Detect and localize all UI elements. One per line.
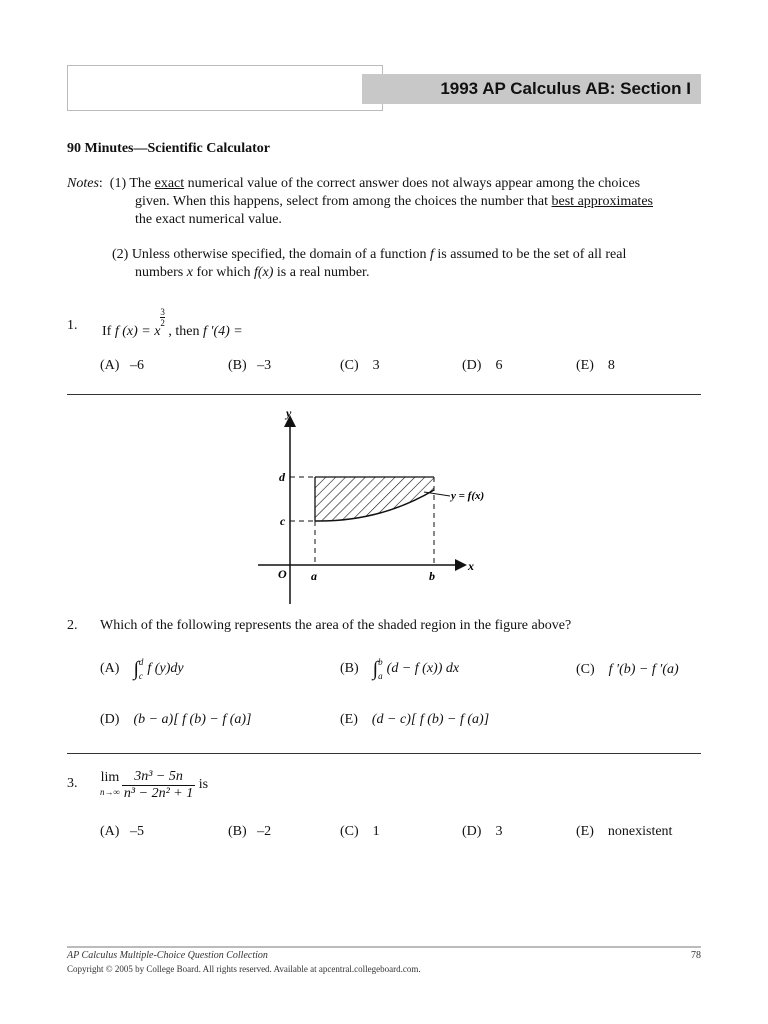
q3-is: is <box>198 777 209 792</box>
q2-a-upper: d <box>138 657 144 667</box>
q3-choice-b-label: (B) <box>228 824 247 839</box>
q2-number: 2. <box>67 618 78 633</box>
q2-text: Which of the following represents the area of the shaded region in the figure above? <box>100 618 572 633</box>
q2-b-lower: a <box>378 671 383 681</box>
q2-choice-a-value: f (y)dy <box>147 661 184 676</box>
q1-choice-a-value: –6 <box>129 358 144 373</box>
origin-label: O <box>278 567 287 581</box>
q1-choice-d-label: (D) <box>462 358 482 373</box>
notes-label: Notes <box>67 176 99 191</box>
q3-choice-b[interactable] <box>228 824 271 840</box>
integral-icon: ∫ <box>372 657 379 680</box>
q3-choice-c-value: 1 <box>372 824 380 839</box>
q2-choice-a-label: (A) <box>100 661 120 676</box>
y-axis-label: y <box>286 406 292 420</box>
q2-choice-a[interactable] <box>100 652 184 686</box>
q3-choice-a[interactable] <box>100 824 144 840</box>
q1-stem <box>102 300 243 340</box>
q3-choice-e[interactable] <box>576 824 672 840</box>
q1-choice-a-label: (A) <box>100 358 120 373</box>
note2-text-e: is a real number. <box>273 265 370 280</box>
integral-icon: ∫ <box>133 657 139 680</box>
q3-choice-c-label: (C) <box>340 824 359 839</box>
q2-choice-d[interactable] <box>100 712 251 728</box>
notes-line-4 <box>112 247 626 263</box>
divider-1 <box>67 394 701 395</box>
q2-choice-b[interactable] <box>340 652 459 686</box>
q3-choice-d[interactable] <box>462 824 502 840</box>
notes-line-5 <box>135 265 369 281</box>
note2-text-b: is assumed to be the set of all real <box>433 247 627 262</box>
q1-choice-d-value: 6 <box>495 358 503 373</box>
notes-line-2 <box>135 194 653 210</box>
q2-choice-e[interactable] <box>340 712 489 728</box>
q3-lim: lim <box>100 770 120 785</box>
q3-number: 3. <box>67 776 78 791</box>
note2-text-d: for which <box>192 265 254 280</box>
q2-a-lower: c <box>138 671 143 681</box>
q2-b-limits <box>378 655 383 683</box>
q1-number: 1. <box>67 318 78 333</box>
x-axis-label: x <box>468 559 474 573</box>
subheading: 90 Minutes—Scientific Calculator <box>67 141 270 156</box>
note1-text-b: numerical value of the correct answer does not always appear among the choices <box>184 176 641 191</box>
header-box <box>67 65 383 111</box>
divider-2 <box>67 753 701 754</box>
q2-choice-c-value: f ′(b) − f ′(a) <box>608 662 679 677</box>
q3-choice-e-value: nonexistent <box>607 824 673 839</box>
q2-choice-b-label: (B) <box>340 661 359 676</box>
q1-choice-e-value: 8 <box>607 358 615 373</box>
q3-choice-a-value: –5 <box>129 824 144 839</box>
area-figure <box>250 404 490 610</box>
q2-choice-d-value: (b − a)[ f (b) − f (a)] <box>133 712 252 727</box>
a-label: a <box>311 569 317 583</box>
q1-then: , then <box>168 324 200 339</box>
footer-rule <box>67 946 701 948</box>
q1-exponent <box>160 307 165 328</box>
q2-choice-d-label: (D) <box>100 712 120 727</box>
c-label: c <box>280 514 286 528</box>
note1-exact: exact <box>154 176 185 191</box>
q2-choice-b-value: (d − f (x)) dx <box>386 661 460 676</box>
q3-choice-b-value: –2 <box>257 824 272 839</box>
page-title: 1993 AP Calculus AB: Section I <box>362 74 701 104</box>
b-label: b <box>429 569 435 583</box>
q2-choice-c-label: (C) <box>576 662 595 677</box>
q3-choice-a-label: (A) <box>100 824 120 839</box>
q3-lim-sub: n→∞ <box>100 787 120 797</box>
q3-numerator: 3n³ − 5n <box>122 769 195 786</box>
q2-a-limits <box>139 655 144 683</box>
note1-text-a: (1) The <box>109 176 155 191</box>
q1-exp-num: 3 <box>160 307 165 317</box>
q3-choice-e-label: (E) <box>576 824 594 839</box>
q3-limit <box>100 771 120 799</box>
q1-exp-den: 2 <box>160 318 165 328</box>
q1-fx: f (x) = x <box>114 324 161 339</box>
notes-line-1: Notes: (1) The exact numerical value of the correct answer does not always appear among the choices <box>67 176 641 191</box>
note2-x: x <box>186 265 193 280</box>
q1-fprime: f ′(4) = <box>203 324 243 339</box>
q1-choice-d[interactable] <box>462 358 502 374</box>
q3-choice-d-value: 3 <box>495 824 503 839</box>
note2-text-a: (2) Unless otherwise specified, the domain of a function <box>112 247 431 262</box>
page-number: 78 <box>691 950 701 961</box>
q2-choice-e-label: (E) <box>340 712 358 727</box>
q1-choice-b-value: –3 <box>257 358 272 373</box>
curve-label: y = f(x) <box>451 490 485 502</box>
q1-choice-c-value: 3 <box>372 358 380 373</box>
q1-choice-b-label: (B) <box>228 358 247 373</box>
q2-choice-c[interactable] <box>576 662 679 678</box>
q2-b-upper: b <box>378 657 383 667</box>
note1-best: best approximates <box>551 194 653 209</box>
q2-choice-e-value: (d − c)[ f (b) − f (a)] <box>371 712 490 727</box>
q1-if: If <box>102 324 112 339</box>
q1-choice-b[interactable] <box>228 358 271 374</box>
note2-f: f <box>430 247 434 262</box>
q1-choice-e-label: (E) <box>576 358 594 373</box>
note1-text-c: given. When this happens, select from among the choices the number that <box>135 194 552 209</box>
q1-choice-e[interactable] <box>576 358 615 374</box>
q3-denominator: n³ − 2n² + 1 <box>123 785 194 801</box>
q1-choice-c-label: (C) <box>340 358 359 373</box>
d-label: d <box>279 470 285 484</box>
q1-choice-c[interactable] <box>340 358 380 374</box>
q3-stem <box>100 764 208 806</box>
note2-fx: f(x) <box>253 265 274 280</box>
notes-line-3: the exact numerical value. <box>135 212 282 227</box>
footer-collection: AP Calculus Multiple-Choice Question Collection <box>67 950 268 961</box>
q3-choice-c[interactable] <box>340 824 380 840</box>
q1-choice-a[interactable] <box>100 358 144 374</box>
footer-copyright: Copyright © 2005 by College Board. All rights reserved. Available at apcentral.collegeboard.com. <box>67 964 421 974</box>
note2-text-c: numbers <box>135 265 187 280</box>
q3-fraction <box>122 769 195 802</box>
q3-choice-d-label: (D) <box>462 824 482 839</box>
